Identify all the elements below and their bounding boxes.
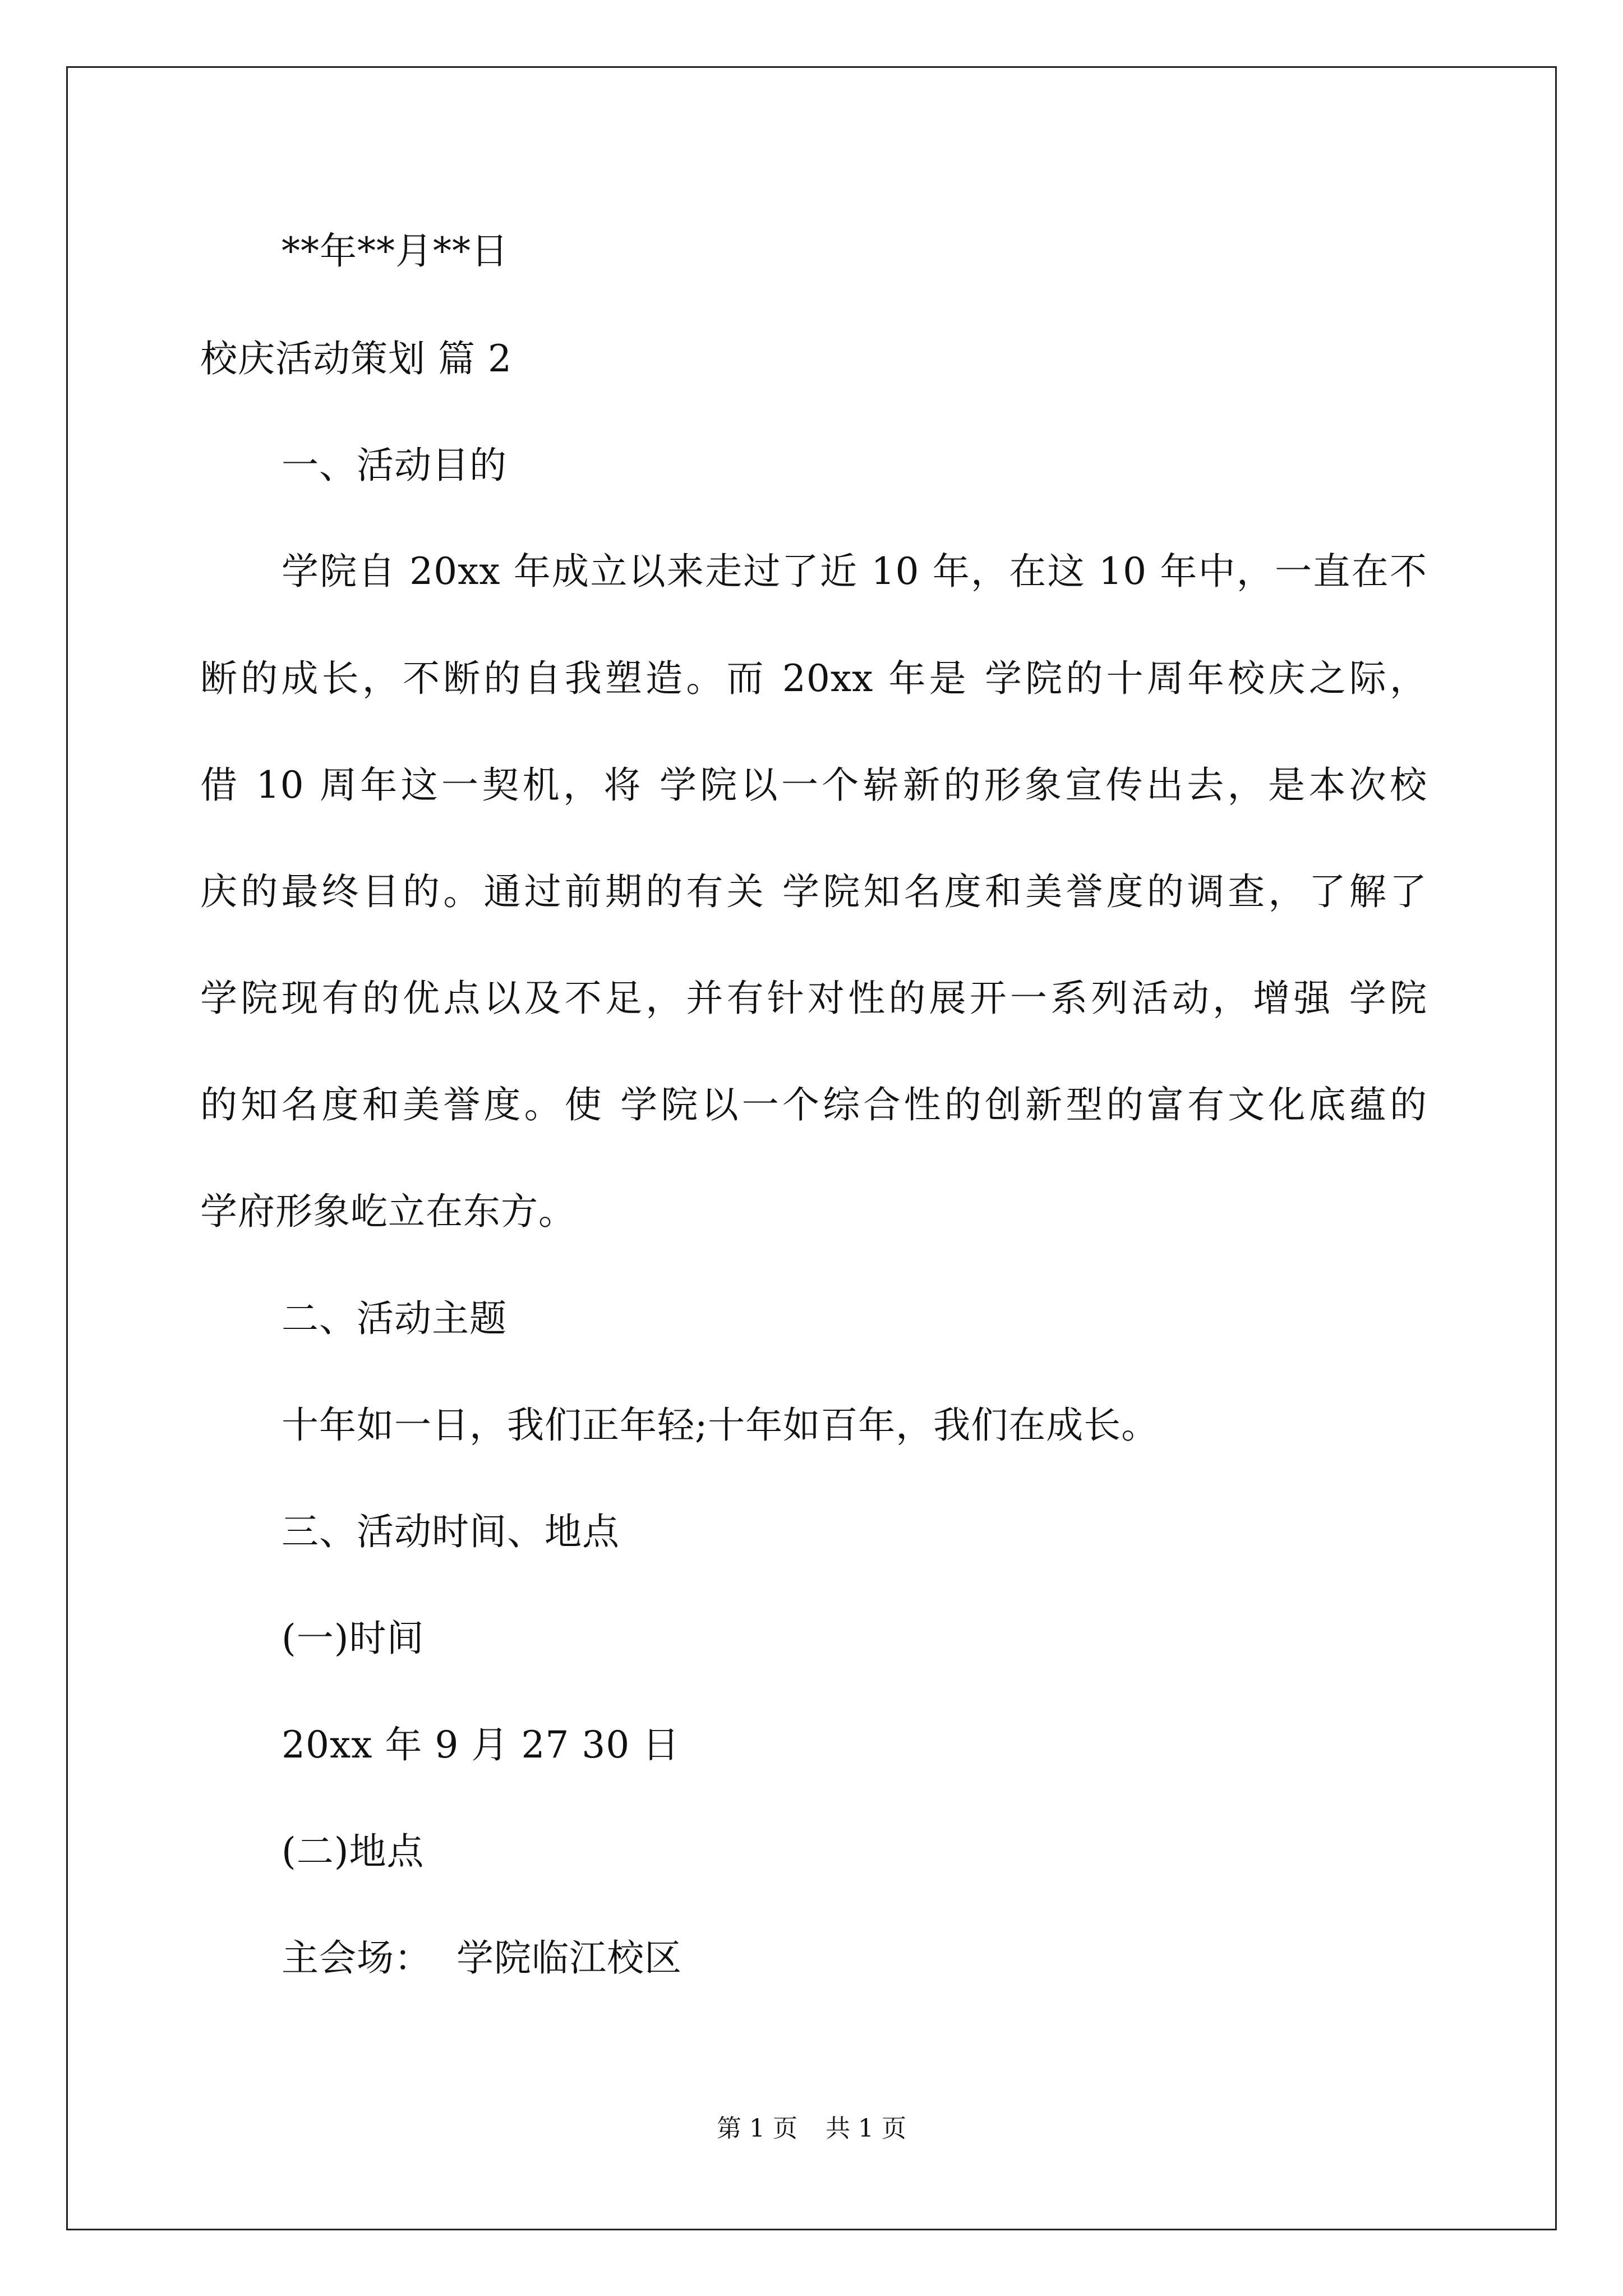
purpose-line-4: 庆的最终目的。通过前期的有关 学院知名度和美誉度的调查，了解了 bbox=[200, 870, 1427, 913]
subheading-time: (一)时间 bbox=[282, 1617, 425, 1660]
place-value: 主会场： 学院临江校区 bbox=[282, 1936, 682, 1980]
date-line: **年**月**日 bbox=[282, 229, 509, 273]
purpose-line-3: 借 10 周年这一契机，将 学院以一个崭新的形象宣传出去，是本次校 bbox=[200, 763, 1427, 807]
heading-purpose: 一、活动目的 bbox=[282, 444, 507, 487]
section-title: 校庆活动策划 篇 2 bbox=[200, 337, 512, 380]
purpose-line-6: 的知名度和美誉度。使 学院以一个综合性的创新型的富有文化底蕴的 bbox=[200, 1083, 1427, 1126]
heading-theme: 二、活动主题 bbox=[282, 1297, 507, 1340]
subheading-place: (二)地点 bbox=[282, 1830, 425, 1873]
page-footer bbox=[0, 2116, 1623, 2141]
purpose-line-7: 学府形象屹立在东方。 bbox=[200, 1190, 576, 1233]
purpose-line-5: 学院现有的优点以及不足，并有针对性的展开一系列活动，增强 学院 bbox=[200, 977, 1427, 1020]
page-border bbox=[66, 66, 1557, 2230]
time-value: 20xx 年 9 月 27 30 日 bbox=[282, 1723, 680, 1766]
purpose-line-1: 学院自 20xx 年成立以来走过了近 10 年，在这 10 年中，一直在不 bbox=[282, 550, 1427, 593]
page-number-total: 共 1 页 bbox=[826, 2114, 906, 2143]
theme-text: 十年如一日，我们正年轻;十年如百年，我们在成长。 bbox=[282, 1404, 1159, 1447]
purpose-line-2: 断的成长，不断的自我塑造。而 20xx 年是 学院的十周年校庆之际， bbox=[200, 657, 1427, 700]
page-number-current: 第 1 页 bbox=[717, 2114, 797, 2143]
heading-time-place: 三、活动时间、地点 bbox=[282, 1510, 620, 1553]
